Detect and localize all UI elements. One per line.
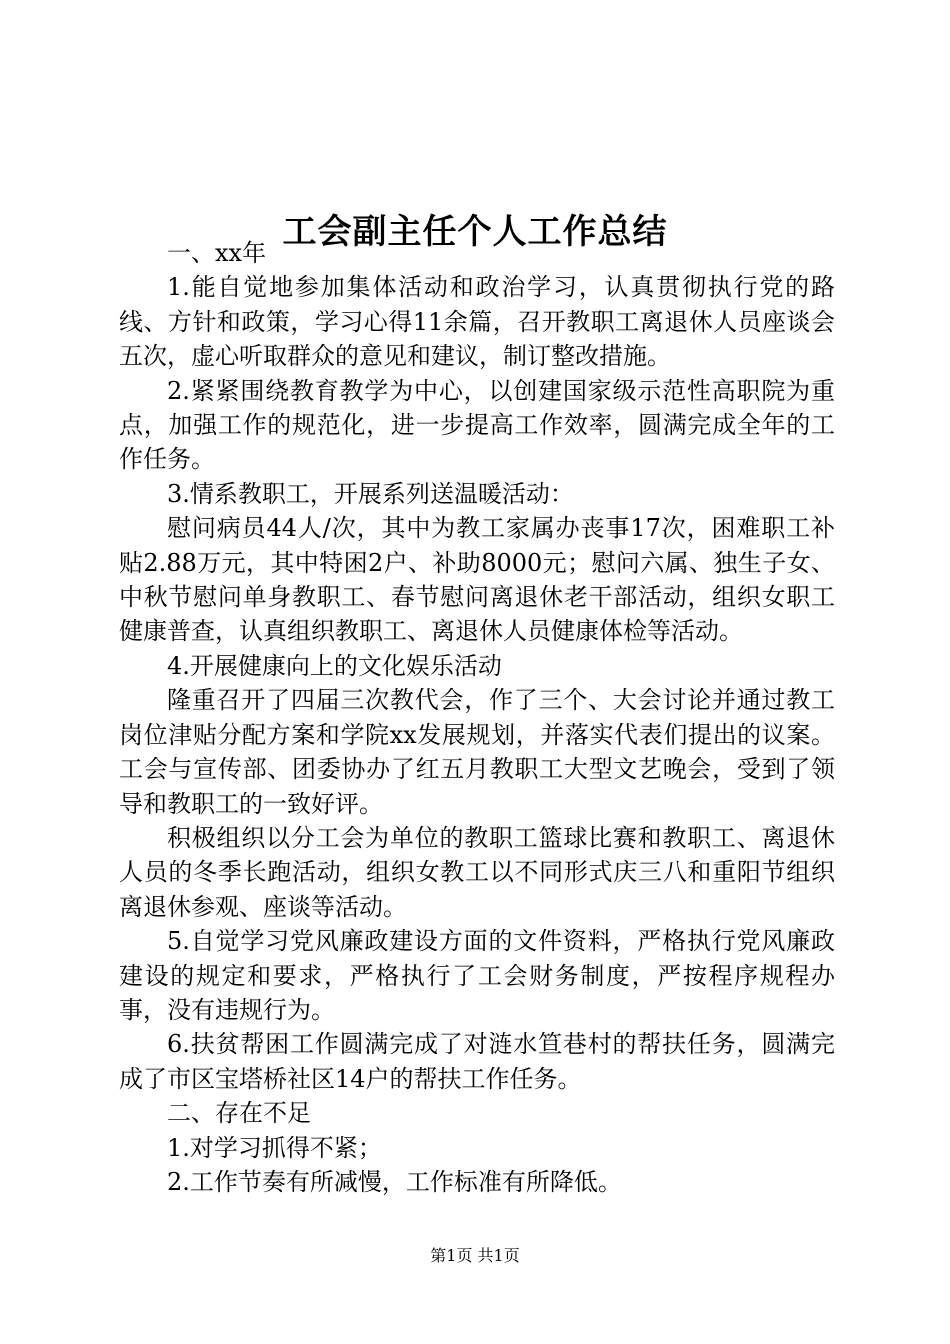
paragraph: 一、xx年 [167,239,267,267]
document-title: 工会副主任个人工作总结 [282,211,668,252]
paragraph: 6.扶贫帮困工作圆满完成了对涟水笪巷村的帮扶任务，圆满完成了市区宝塔桥社区14户的帮扶工作任务。 [119,1030,835,1093]
paragraph: 慰问病员44人/次，其中为教工家属办丧事17次，困难职工补贴2.88万元，其中特困2户、补助8000元；慰问六属、独生子女、中秋节慰问单身教职工、春节慰问离退休老干部活动，组织女职工健康普查，认真组织教职工、离退休人员健康体检等活动。 [119,514,835,646]
paragraph: 5.自觉学习党风廉政建设方面的文件资料，严格执行党风廉政建设的规定和要求，严格执行了工会财务制度，严按程序规程办事，没有违规行为。 [119,927,835,1024]
paragraph: 2.紧紧围绕教育教学为中心，以创建国家级示范性高职院为重点，加强工作的规范化，进一步提高工作效率，圆满完成全年的工作任务。 [119,376,835,474]
document-body [119,236,835,1199]
paragraph: 1.能自觉地参加集体活动和政治学习，认真贯彻执行党的路线、方针和政策，学习心得11余篇，召开教职工离退休人员座谈会五次，虚心听取群众的意见和建议，制订整改措施。 [119,273,835,371]
paragraph: 4.开展健康向上的文化娱乐活动 [167,651,502,680]
paragraph: 二、存在不足 [167,1099,311,1128]
paragraph: 2.工作节奏有所减慢，工作标准有所降低。 [167,1167,622,1196]
paragraph: 隆重召开了四届三次教代会，作了三个、大会讨论并通过教工岗位津贴分配方案和学院xx发展规划，并落实代表们提出的议案。工会与宣传部、团委协办了红五月教职工大型文艺晚会，受到了领导和教职工的一致好评。 [119,686,835,818]
paragraph: 1.对学习抓得不紧； [167,1133,382,1162]
page-footer: 第1页 共1页 [430,1246,520,1265]
paragraph: 积极组织以分工会为单位的教职工篮球比赛和教职工、离退休人员的冬季长跑活动，组织女教工以不同形式庆三八和重阳节组织离退休参观、座谈等活动。 [119,823,835,921]
paragraph: 3.情系教职工，开展系列送温暖活动： [167,479,574,508]
